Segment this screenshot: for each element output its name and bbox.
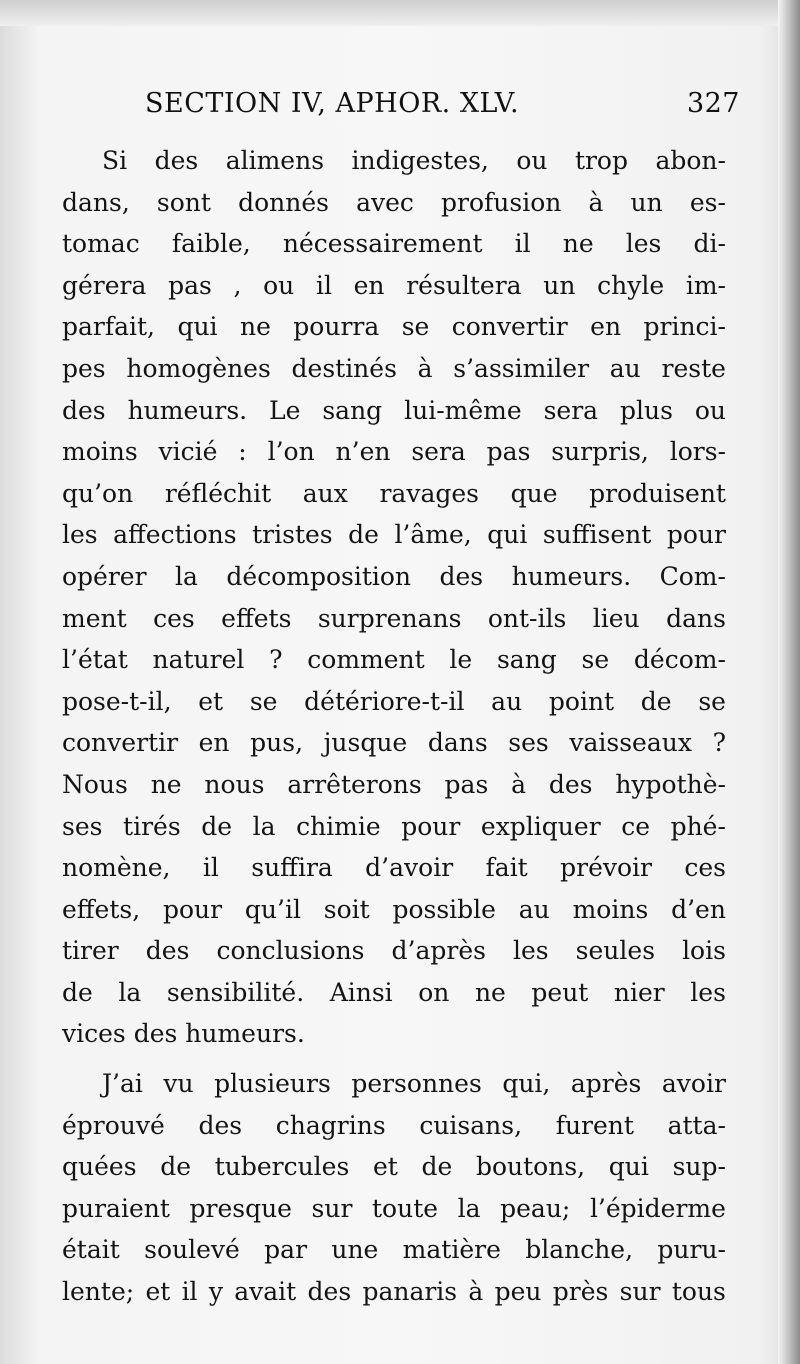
text-line: des humeurs. Le sang lui-même sera plus ou bbox=[62, 395, 726, 425]
page-number: 327 bbox=[686, 88, 740, 119]
text-line: pose-t-il, et se détériore-t-il au point de se bbox=[62, 686, 726, 716]
paragraph-1 bbox=[62, 140, 726, 1055]
text-line: quées de tubercules et de boutons, qui sup- bbox=[62, 1152, 726, 1182]
text-line: ses tirés de la chimie pour expliquer ce phé- bbox=[62, 811, 726, 841]
text-line: ment ces effets surprenans ont-ils lieu dans bbox=[62, 603, 726, 633]
text-line: moins vicié : l’on n’en sera pas surpris, lors- bbox=[62, 437, 726, 467]
page-top-edge-shadow bbox=[0, 0, 800, 26]
text-line: Si des alimens indigestes, ou trop abon- bbox=[102, 146, 726, 175]
text-line: tirer des conclusions d’après les seules lois bbox=[62, 936, 726, 966]
text-line: effets, pour qu’il soit possible au moins d’en bbox=[62, 894, 726, 924]
text-line: qu’on réfléchit aux ravages que produisent bbox=[62, 478, 726, 508]
text-line: l’état naturel ? comment le sang se décom- bbox=[62, 645, 726, 675]
text-line: pes homogènes destinés à s’assimiler au reste bbox=[62, 353, 726, 383]
paragraph-gap bbox=[62, 1055, 726, 1063]
text-line: était soulevé par une matière blanche, puru- bbox=[62, 1235, 726, 1265]
text-line: les affections tristes de l’âme, qui suffisent pour bbox=[62, 520, 726, 550]
running-head: SECTION IV, APHOR. XLV. bbox=[145, 88, 520, 119]
paragraph-2 bbox=[62, 1063, 726, 1313]
text-line: J’ai vu plusieurs personnes qui, après avoir bbox=[102, 1069, 726, 1099]
text-line: vices des humeurs. bbox=[62, 1019, 305, 1049]
page-header bbox=[145, 84, 740, 128]
text-line: parfait, qui ne pourra se convertir en princi- bbox=[62, 312, 726, 342]
text-line: opérer la décomposition des humeurs. Com- bbox=[62, 561, 726, 591]
text-line: Nous ne nous arrêterons pas à des hypothè- bbox=[62, 769, 726, 799]
text-line: dans, sont donnés avec profusion à un es- bbox=[62, 187, 726, 217]
text-line: nomène, il suffira d’avoir fait prévoir ces bbox=[62, 853, 726, 883]
text-line: éprouvé des chagrins cuisans, furent atta- bbox=[62, 1110, 726, 1140]
text-line: puraient presque sur toute la peau; l’épiderme bbox=[62, 1193, 726, 1223]
text-line: de la sensibilité. Ainsi on ne peut nier les bbox=[62, 977, 726, 1007]
body-text bbox=[62, 140, 726, 1313]
page-gutter-shadow bbox=[778, 0, 800, 1364]
text-line: gérera pas , ou il en résultera un chyle im- bbox=[62, 270, 726, 300]
text-line: convertir en pus, jusque dans ses vaisseaux ? bbox=[62, 728, 726, 758]
text-line: lente; et il y avait des panaris à peu près sur tous bbox=[62, 1277, 726, 1307]
text-line: tomac faible, nécessairement il ne les di- bbox=[62, 229, 726, 259]
